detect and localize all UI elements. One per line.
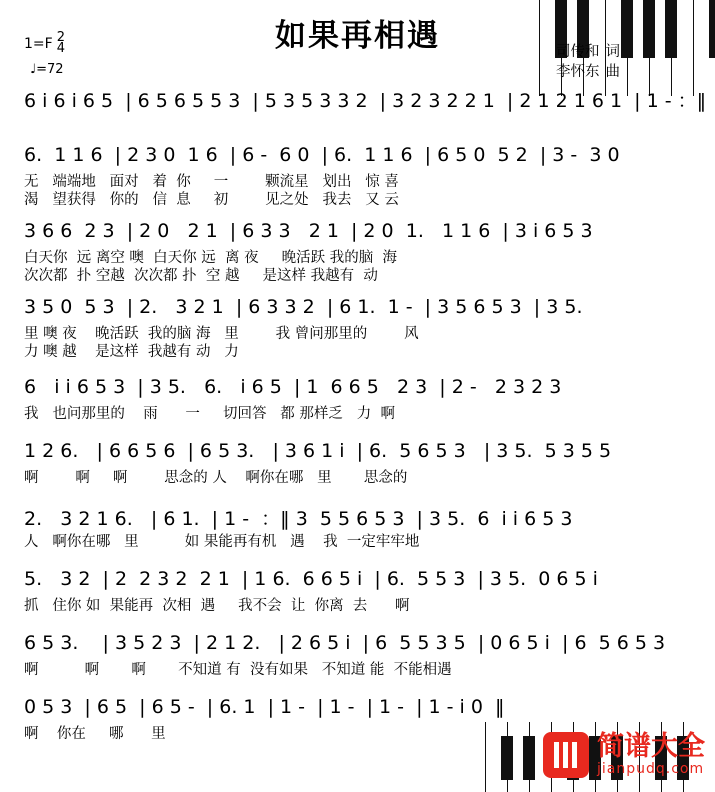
lyrics-row-2: 次次都 扑 空越 次次都 扑 空 越 是这样 我越有 动 — [24, 268, 378, 284]
tempo-value: =72 — [36, 62, 64, 77]
credit-composer — [556, 62, 620, 82]
time-signature-denominator: 4 — [56, 41, 65, 56]
credit-lyricist — [556, 42, 620, 62]
score-line — [0, 220, 715, 296]
lyrics-row-1: 我 也问那里的 雨 一 切回答 都 那样乏 力 啊 — [24, 406, 395, 422]
lyrics-row-1: 啊 啊 啊 不知道 有 没有如果 不知道 能 不能相遇 — [24, 662, 452, 678]
lyrics-row-1: 啊 啊 啊 思念的 人 啊你在哪 里 思念的 — [24, 470, 408, 486]
time-signature — [56, 30, 65, 56]
notation-row: 1 2 6. | 6 6 5 6 | 6 5 3. | 3 6 1 i | 6. 5 6 5 3 | 3 5. 5 3 5 5 — [24, 440, 612, 462]
composer-name: 李怀东 — [556, 64, 600, 80]
time-signature-numerator: 2 — [56, 30, 65, 45]
key-signature — [24, 30, 65, 56]
notation-row: 3 6 6 2 3 | 2 0 2 1 | 6 3 3 2 1 | 2 0 1. 1 1 6 | 3 i 6 5 3 — [24, 220, 593, 242]
score-line — [0, 632, 715, 690]
logo-text-cn: 简谱大全 — [597, 731, 705, 762]
logo-text-en: jianpudq.com — [597, 761, 705, 777]
notation-row: 6. 1 1 6 | 2 3 0 1 6 | 6 - 6 0 | 6. 1 1 6 | 6 5 0 5 2 | 3 - 3 0 — [24, 144, 620, 166]
lyrics-row-1: 白天你 远 离空 噢 白天你 远 离 夜 晚活跃 我的脑 海 — [24, 250, 397, 266]
lyrics-row-1: 里 噢 夜 晚活跃 我的脑 海 里 我 曾问那里的 风 — [24, 326, 419, 342]
score-line — [0, 376, 715, 434]
notation-row: 6 i 6 i 6 5 | 6 5 6 5 5 3 | 5 3 5 3 3 2 | 3 2 3 2 2 1 | 2 1 2 1 6 1 | 1 - ：‖ — [24, 90, 707, 112]
notation-row: 6 i i 6 5 3 | 3 5. 6. i 6 5 | 1 6 6 5 2 3 | 2 - 2 3 2 3 — [24, 376, 562, 398]
score-line — [0, 296, 715, 372]
logo-mark-icon — [543, 732, 589, 778]
score-line — [0, 86, 715, 136]
notation-row: 6 5 3. | 3 5 2 3 | 2 1 2. | 2 6 5 i | 6 5 5 3 5 | 0 6 5 i | 6 5 6 5 3 — [24, 632, 666, 654]
score-line — [0, 144, 715, 220]
lyrics-row-1: 啊 你在 哪 里 — [24, 726, 166, 742]
notation-row: 3 5 0 5 3 | 2. 3 2 1 | 6 3 3 2 | 6 1. 1 - | 3 5 6 5 3 | 3 5. — [24, 296, 583, 318]
score-line — [0, 568, 715, 626]
key-signature-text: 1=F — [24, 35, 53, 52]
lyricist-name: 司传和 — [556, 44, 600, 60]
lyrics-row-1: 抓 住你 如 果能再 次相 遇 我不会 让 你离 去 啊 — [24, 598, 410, 614]
notation-row: 2. 3 2 1 6. | 6 1. | 1 - ：‖ 3 5 5 6 5 3 | 3 5. 6 i i 6 5 3 — [24, 508, 573, 530]
quarter-note-icon: ♩ — [30, 62, 37, 77]
score-line — [0, 440, 715, 498]
lyrics-row-2: 渴 望获得 你的 信 息 初 见之处 我去 又 云 — [24, 192, 399, 208]
notation-row: 0 5 3 | 6 5 | 6 5 - | 6. 1 | 1 - | 1 - | 1 - | 1 - i 0 ‖ — [24, 696, 505, 718]
score-body — [0, 86, 715, 754]
site-logo[interactable] — [543, 732, 705, 778]
lyrics-row-1: 无 端端地 面对 着 你 一 颗流星 划出 惊 喜 — [24, 174, 399, 190]
lyrics-row-1: 人 啊你在哪 里 如 果能再有机 遇 我 一定牢牢地 — [24, 534, 420, 550]
tempo-marking — [30, 62, 64, 77]
credits — [556, 42, 620, 82]
lyrics-row-2: 力 噢 越 是这样 我越有 动 力 — [24, 344, 239, 360]
score-line — [0, 504, 715, 562]
composer-role: 曲 — [605, 64, 620, 80]
notation-row: 5. 3 2 | 2 2 3 2 2 1 | 1 6. 6 6 5 i | 6. 5 5 3 | 3 5. 0 6 5 i — [24, 568, 598, 590]
lyricist-role: 词 — [605, 44, 620, 60]
page-title: 如果再相遇 — [275, 18, 440, 54]
